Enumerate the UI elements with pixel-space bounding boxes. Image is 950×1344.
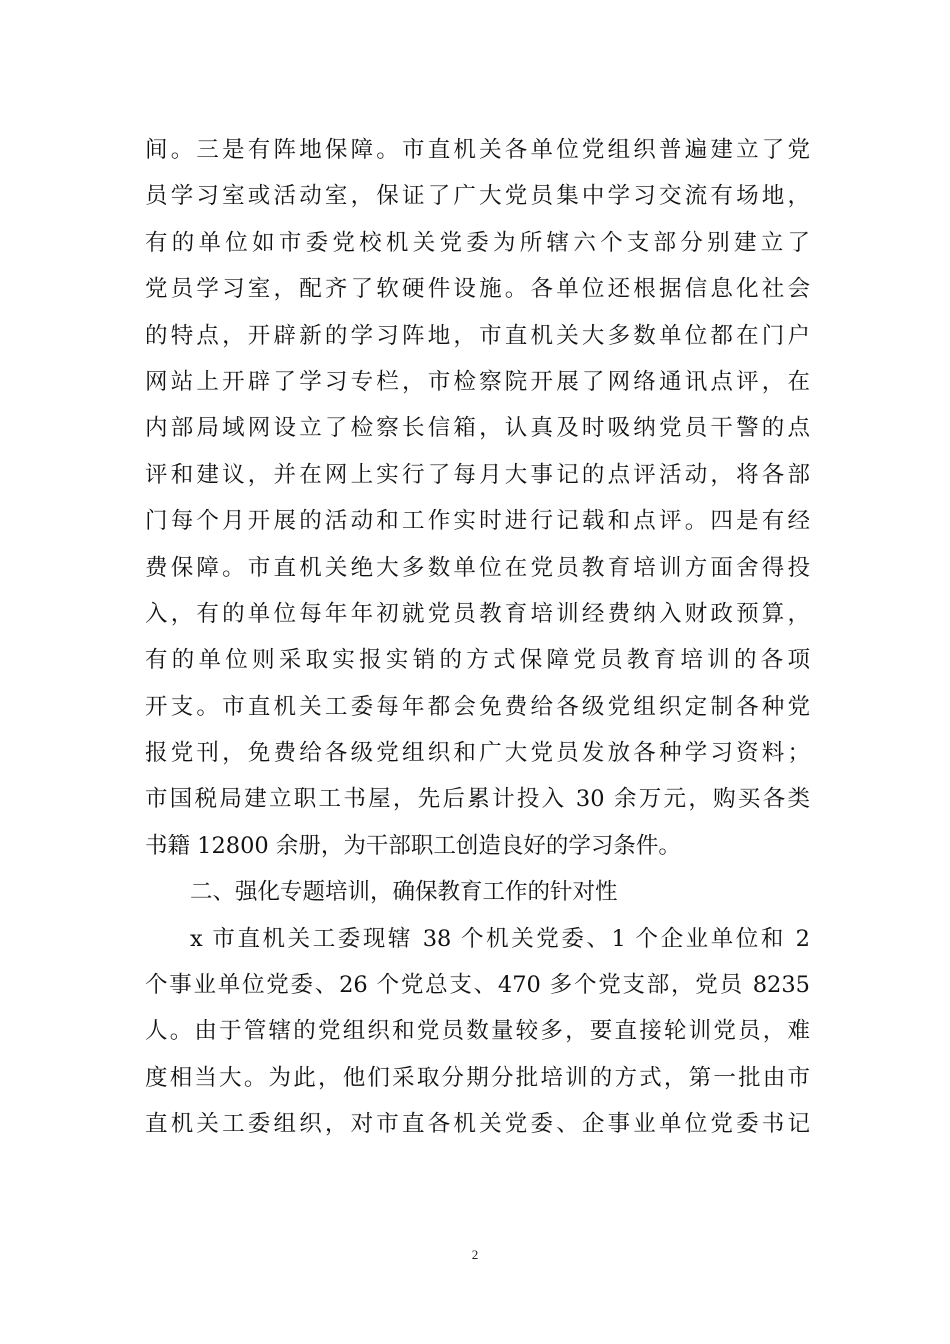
body-line: 度相当大。为此，他们采取分期分批培训的方式，第一批由市 [145,1064,810,1091]
body-line: 入，有的单位每年年初就党员教育培训经费纳入财政预算， [145,600,810,627]
body-line: 间。三是有阵地保障。市直机关各单位党组织普遍建立了党 [145,137,810,163]
body-line: 员学习室或活动室，保证了广大党员集中学习交流有场地， [145,183,810,210]
document-body [145,127,810,1148]
body-line: 有的单位如市委党校机关党委为所辖六个支部分别建立了 [145,229,810,256]
section-heading: 二、强化专题培训，确保教育工作的针对性 [190,879,618,906]
page-number: 2 [471,1247,479,1262]
body-line: 人。由于管辖的党组织和党员数量较多，要直接轮训党员，难 [145,1018,810,1045]
body-line: 直机关工委组织，对市直各机关党委、企事业单位党委书记 [145,1111,810,1138]
body-line: 市国税局建立职工书屋，先后累计投入 30 余万元，购买各类 [145,786,810,813]
body-line: 门每个月开展的活动和工作实时进行记载和点评。四是有经 [145,508,810,535]
body-line: 评和建议，并在网上实行了每月大事记的点评活动，将各部 [145,461,810,488]
body-line: 网站上开辟了学习专栏，市检察院开展了网络通讯点评，在 [145,368,810,395]
body-line: 内部局域网设立了检察长信箱，认真及时吸纳党员干警的点 [145,415,810,442]
body-line: 开支。市直机关工委每年都会免费给各级党组织定制各种党 [145,693,810,720]
body-line: 的特点，开辟新的学习阵地，市直机关大多数单位都在门户 [145,322,810,349]
body-line: 报党刊，免费给各级党组织和广大党员发放各种学习资料； [145,740,810,767]
body-line: 个事业单位党委、26 个党总支、470 多个党支部，党员 8235 [145,972,810,999]
body-line: 有的单位则采取实报实销的方式保障党员教育培训的各项 [145,647,810,674]
body-line: 费保障。市直机关绝大多数单位在党员教育培训方面舍得投 [145,554,810,581]
body-line: 党员学习室，配齐了软硬件设施。各单位还根据信息化社会 [145,276,810,303]
body-line: x 市直机关工委现辖 38 个机关党委、1 个企业单位和 2 [190,925,810,952]
body-line: 书籍 12800 余册，为干部职工创造良好的学习条件。 [145,832,681,859]
